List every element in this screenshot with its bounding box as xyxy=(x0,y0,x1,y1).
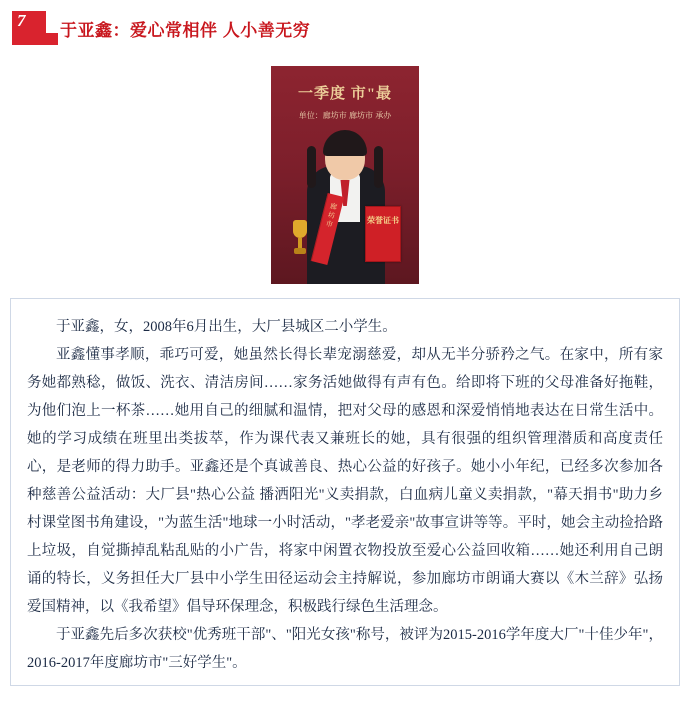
article-paragraph: 于亚鑫，女，2008年6月出生，大厂县城区二小学生。 xyxy=(56,319,397,335)
trophy-base xyxy=(294,248,306,254)
rank-badge xyxy=(12,11,46,45)
article-header xyxy=(0,0,690,56)
trophy-cup xyxy=(293,220,307,238)
page-title: 于亚鑫：爱心常相伴 人小善无穷 xyxy=(60,20,311,40)
trophy-icon xyxy=(293,220,307,254)
backdrop-banner-text: 一季度 市"最 xyxy=(297,86,393,102)
trophy-stem xyxy=(298,238,302,248)
person-hair-left xyxy=(307,146,316,188)
photo-container xyxy=(0,66,690,284)
certificate xyxy=(365,206,401,262)
rank-badge-number: 7 xyxy=(17,11,26,30)
honor-sash-text: 廊坊市 xyxy=(324,202,338,229)
article-paragraph: 于亚鑫先后多次获校"优秀班干部"、"阳光女孩"称号，被评为2015-2016学年度大厂"十佳少年"，2016-2017年度廊坊市"三好学生"。 xyxy=(27,627,663,671)
award-ceremony-photo xyxy=(271,66,419,284)
backdrop-banner-subtext: 单位：廊坊市 廊坊市 承办 xyxy=(298,111,392,120)
person-hair-right xyxy=(374,146,383,188)
rank-badge-tail xyxy=(36,33,58,45)
article-body-panel xyxy=(10,298,680,686)
certificate-text: 荣誉证书 xyxy=(367,216,399,225)
article-paragraph: 亚鑫懂事孝顺，乖巧可爱，她虽然长得长辈宠溺慈爱，却从无半分骄矜之气。在家中，所有家务她都熟稔，做饭、洗衣、清洁房间……家务活她做得有声有色。给即将下班的父母准备好拖鞋，为他们泡上一杯茶……她用自己的细腻和温情，把对父母的感恩和深爱悄悄地表达在日常生活中。她的学习成绩在班里出类拔萃，作为课代表又兼班长的她，具有很强的组织管理潜质和高度责任心，是老师的得力助手。亚鑫还是个真诚善良、热心公益的好孩子。她小小年纪，已经多次参加各种慈善公益活动：大厂县"热心公益 播洒阳光"义卖捐款，白血病儿童义卖捐款，"幕天捐书"助力乡村课堂图书角建设，"为蓝生活"地球一小时活动，"孝老爱亲"故事宣讲等等。平时，她会主动捡拾路上垃圾，自觉撕掉乱粘乱贴的小广告，将家中闲置衣物投放至爱心公益回收箱……她还利用自己朗诵的特长，义务担任大厂县中小学生田径运动会主持解说，参加廊坊市朗诵大赛以《木兰辞》弘扬爱国精神，以《我希望》倡导环保理念，积极践行绿色生活理念。 xyxy=(27,347,663,615)
